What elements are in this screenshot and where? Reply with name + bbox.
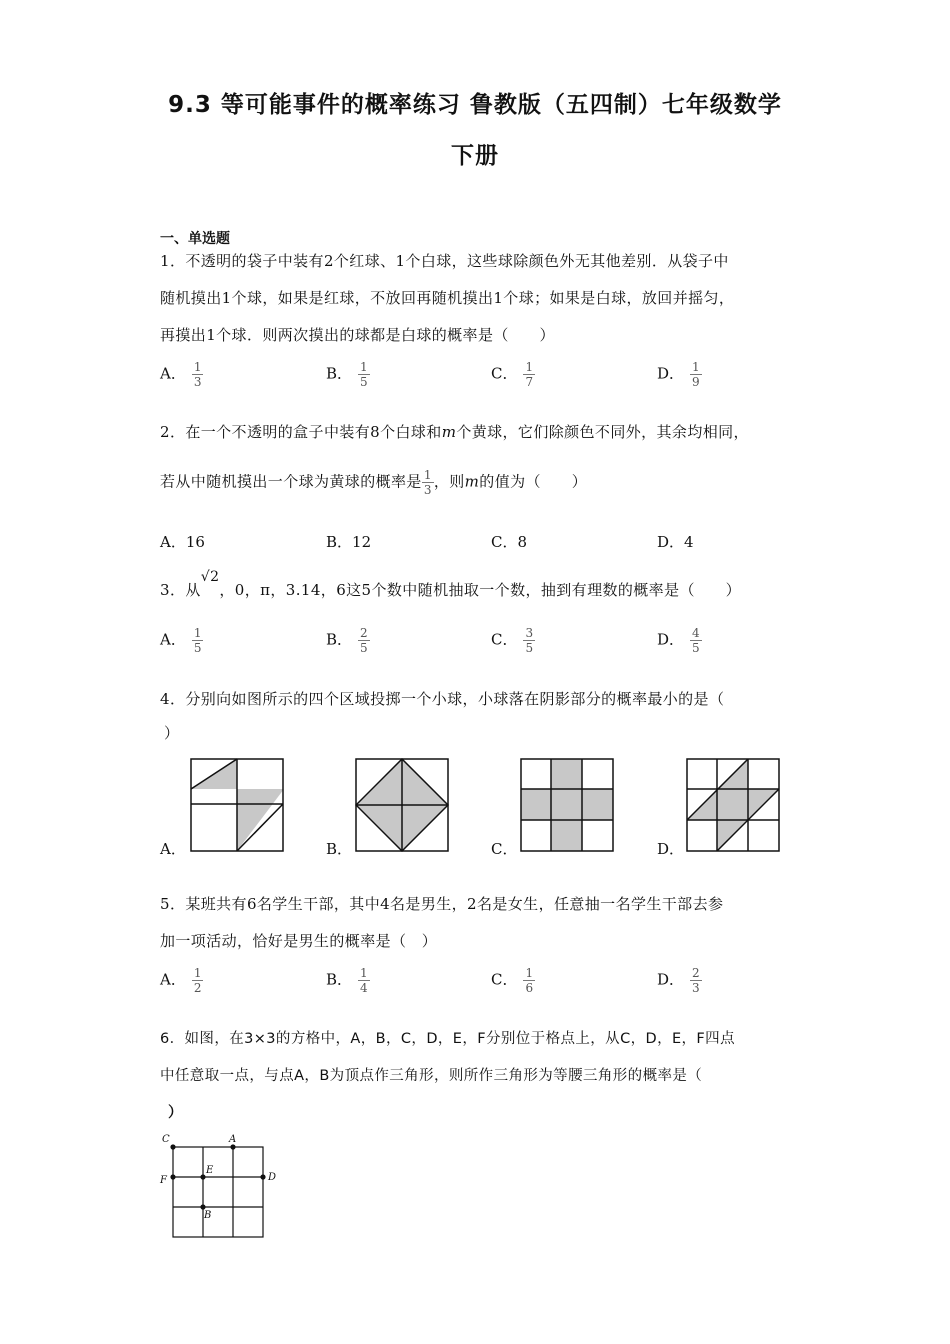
sqrt-2: √2 <box>200 569 220 585</box>
label-c: C <box>162 1134 170 1145</box>
label-a: A <box>229 1134 237 1145</box>
fraction: $\frac{2}{3}$ <box>692 966 700 995</box>
q6-line-1: 6．如图，在3×3的方格中，A，B，C，D，E，F分别位于格点上，从C，D，E，F四点 <box>160 1031 735 1047</box>
q4-figure-c[interactable] <box>520 758 615 852</box>
q4-line-2: ） <box>164 724 180 742</box>
option-label: D． <box>657 364 685 383</box>
fraction: $\frac{1}{2}$ <box>193 966 202 995</box>
q5-option-a[interactable]: A． $\frac{1}{2}$ <box>160 966 202 995</box>
q6-line-2: 中任意取一点，与点A，B为顶点作三角形，则所作三角形为等腰三角形的概率是（ <box>160 1068 703 1084</box>
q2-line-2: 若从中随机摸出一个球为黄球的概率是 $\frac{1}{3}$ ，则m的值为（ ） <box>160 468 588 497</box>
variable-m: m <box>464 472 480 491</box>
q5-line-2: 加一项活动，恰好是男生的概率是（ ） <box>160 932 438 950</box>
q1-line-1: 1．不透明的袋子中装有2个红球、1个白球，这些球除颜色外无其他差别．从袋子中 <box>160 252 729 270</box>
label-f: F <box>160 1175 167 1186</box>
q3-option-a[interactable]: A． $\frac{1}{5}$ <box>160 626 202 655</box>
grid-outer <box>173 1147 263 1237</box>
q5-option-d[interactable]: D． $\frac{2}{3}$ <box>657 966 700 995</box>
shaded-cross-horizontal <box>521 789 613 820</box>
q3-option-d[interactable]: D． $\frac{4}{5}$ <box>657 626 700 655</box>
point-d <box>260 1174 265 1179</box>
fraction: $\frac{1}{5}$ <box>193 626 202 655</box>
fraction: $\frac{1}{7}$ <box>525 360 534 389</box>
point-a <box>230 1144 235 1149</box>
q1-option-a[interactable] <box>160 360 203 389</box>
q4-option-d-label[interactable]: D． <box>657 840 685 858</box>
q5-option-b[interactable]: B． $\frac{1}{4}$ <box>326 966 368 995</box>
shaded-parallelogram-shape <box>687 759 779 851</box>
q4-figure-b[interactable] <box>355 758 450 852</box>
shaded-triangle <box>237 789 284 851</box>
q6-line-3: ） <box>168 1105 183 1121</box>
fraction: $\frac{4}{5}$ <box>692 626 700 655</box>
q3-option-c[interactable]: C． $\frac{3}{5}$ <box>491 626 534 655</box>
q4-figure-d[interactable] <box>686 758 781 852</box>
option-label: A． <box>160 364 186 383</box>
q4-option-a-label[interactable]: A． <box>160 840 186 858</box>
label-d: D <box>268 1172 277 1183</box>
label-e: E <box>206 1165 214 1176</box>
fraction: $\frac{2}{5}$ <box>360 626 368 655</box>
document-title-line2: 下册 <box>451 143 499 169</box>
fraction: $\frac{1}{6}$ <box>525 966 534 995</box>
fraction: $\frac{3}{5}$ <box>525 626 534 655</box>
point-c <box>170 1144 175 1149</box>
q2-option-b[interactable]: B．12 <box>326 533 372 551</box>
q1-option-b[interactable] <box>326 360 370 389</box>
q1-line-2: 随机摸出1个球，如果是红球，不放回再随机摸出1个球；如果是白球，放回并摇匀， <box>160 289 735 307</box>
point-f <box>170 1174 175 1179</box>
fraction: $\frac{1}{9}$ <box>692 360 700 389</box>
q4-option-c-label[interactable]: C． <box>491 840 518 858</box>
q6-grid-figure <box>155 1128 285 1243</box>
fraction: $\frac{1}{3}$ <box>193 360 202 389</box>
q3-option-b[interactable]: B． $\frac{2}{5}$ <box>326 626 368 655</box>
q2-option-a[interactable]: A．16 <box>160 533 205 551</box>
q2-line-1: 2．在一个不透明的盒子中装有8个白球和m个黄球，它们除颜色不同外，其余均相同， <box>160 423 749 441</box>
q5-line-1: 5．某班共有6名学生干部，其中4名是男生，2名是女生，任意抽一名学生干部去参 <box>160 895 724 913</box>
variable-m: m <box>441 423 457 441</box>
q4-figure-a[interactable] <box>190 758 285 852</box>
q1-line-3: 再摸出1个球．则两次摸出的球都是白球的概率是（ ） <box>160 326 555 344</box>
fraction: $\frac{1}{3}$ <box>423 468 432 497</box>
point-b <box>200 1204 205 1209</box>
option-label: B． <box>326 364 353 383</box>
q2-option-c[interactable]: C．8 <box>491 533 528 551</box>
section-heading: 一、单选题 <box>160 231 230 247</box>
fraction: $\frac{1}{4}$ <box>360 966 368 995</box>
q1-option-d[interactable] <box>657 360 702 389</box>
point-e <box>200 1174 205 1179</box>
q2-option-d[interactable]: D．4 <box>657 533 694 551</box>
document-title-line1: 9.3 等可能事件的概率练习 鲁教版（五四制）七年级数学 <box>168 92 782 118</box>
label-b: B <box>204 1210 212 1221</box>
q3-line-1: 3．从√2，0，π，3.14，6这5个数中随机抽取一个数，抽到有理数的概率是（ ） <box>160 569 742 599</box>
q4-option-b-label[interactable]: B． <box>326 840 353 858</box>
q1-option-c[interactable] <box>491 360 535 389</box>
q4-line-1: 4．分别向如图所示的四个区域投掷一个小球，小球落在阴影部分的概率最小的是（ <box>160 690 725 708</box>
q5-option-c[interactable]: C． $\frac{1}{6}$ <box>491 966 534 995</box>
option-label: C． <box>491 364 518 383</box>
fraction: $\frac{1}{5}$ <box>360 360 368 389</box>
